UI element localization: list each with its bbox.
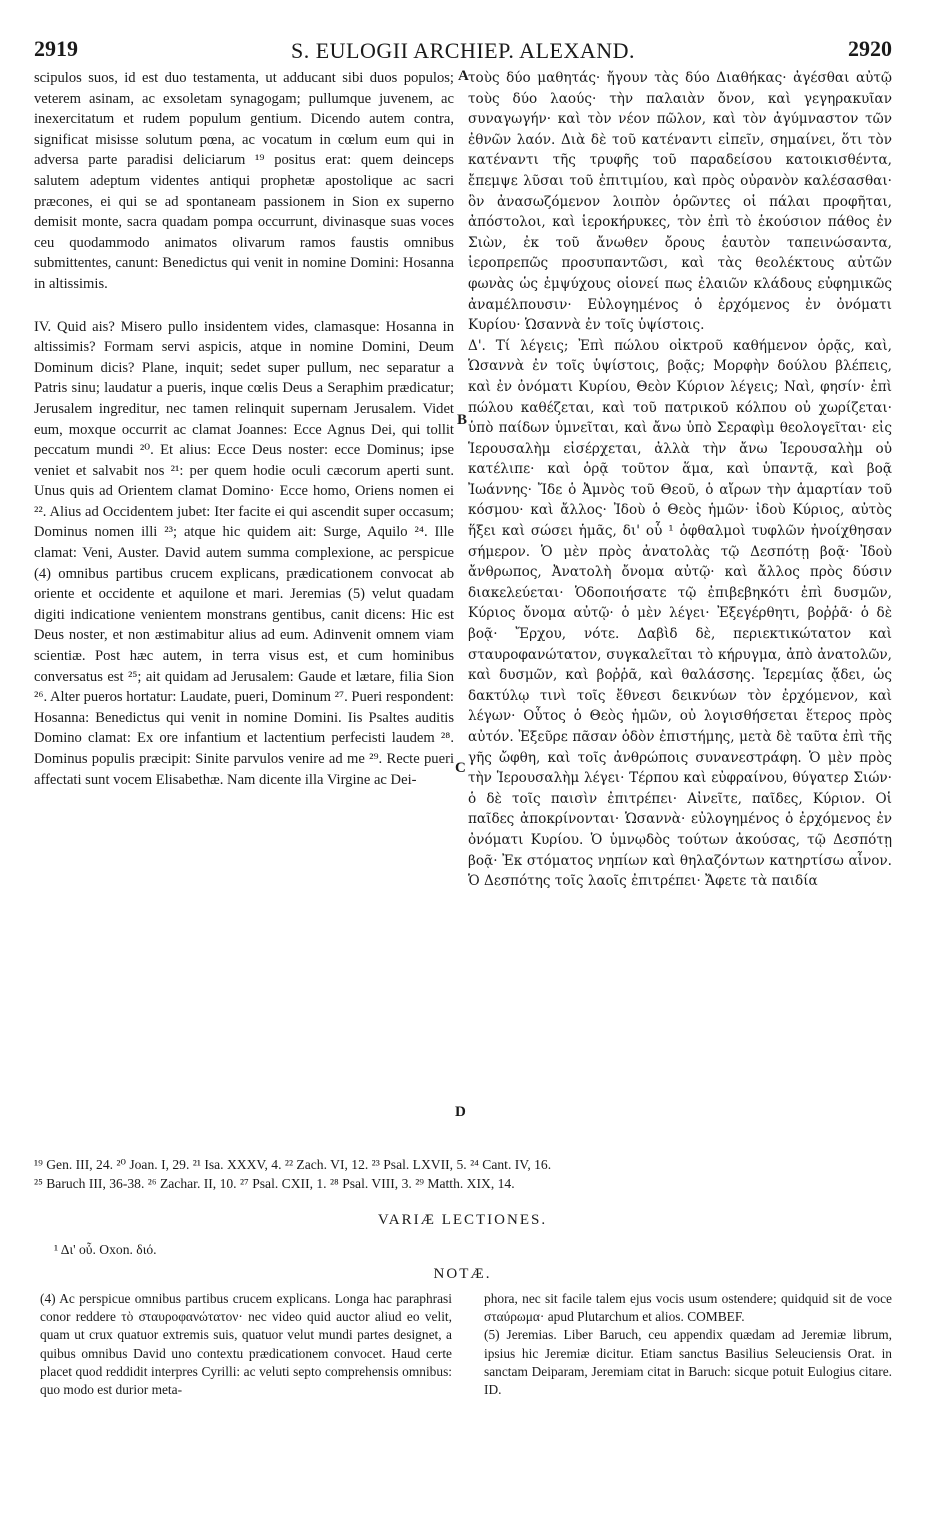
note-4: (4) Ac perspicue omnibus partibus crucem explicans. Longa hac paraphrasi conor reddere τὸ σταυροφανώτατον· nec video quid auctor aliud eo velit, quam ut crux quatuor extremis suis, quatuor velut mundi partes designet, a quibus omnibus David uno contextu prædicationem convocet. Haud certe placet quod reddidit interpres Cyrilli: ac veluti septo comprehensis omnibus: quo modo est durior meta- — [40, 1291, 452, 1398]
latin-column — [34, 68, 454, 790]
section-marker-a: A — [458, 68, 469, 84]
section-marker-d: D — [455, 1104, 466, 1120]
latin-paragraph-1: scipulos suos, id est duo testamenta, ut adducant sibi duos populos; veterem asinam, ac exsoletam synagogam; pullumque juvenem, ac inexercitatum et rudem populum gentium. Dicendo autem contra, significat misisse solutum pœna, ac vocatum in cœlum eum qui in adversa parte paradisi deliciarum ¹⁹ positus erat: quem deinceps salutem adeptum videntes antiqui prophetæ apostolique ac sacri præcones, ei qui se ad spontaneam passionem in Sion ex superno demisit monte, sacra quadam pompa occurrunt, divinasque suas voces ceu quodammodo animatos olivarum ramos faustis omnibus submittentes, canunt: Benedictus qui venit in nomine Domini: Hosanna in altissimis. — [34, 70, 454, 292]
variae-lectiones-heading: VARIÆ LECTIONES. — [377, 1212, 548, 1228]
note-4-continued: phora, nec sit facile talem ejus vocis usum ostendere; quidquid sit de voce σταύρωμα· apud Plutarchum et alios. COMBEF. — [484, 1291, 892, 1325]
section-marker-b: B — [457, 412, 468, 428]
references-line-2: ²⁵ Baruch III, 36-38. ²⁶ Zachar. II, 10. ²⁷ Psal. CXII, 1. ²⁸ Psal. VIII, 3. ²⁹ Matth. XIX, 14. — [34, 1176, 515, 1191]
greek-paragraph-1: τοὺς δύο μαθητάς· ἤγουν τὰς δύο Διαθήκας· ἀγέσθαι αὐτῷ τοὺς δύο λαούς· τὴν παλαιὰν ὄνον, καὶ γεγηρακυῖαν συναγωγήν· καὶ τὸν νέον πῶλον, καὶ τὸν ἀγύμναστον τῶν ἐθνῶν λαόν. Διὰ δὲ τοῦ κατέναντι εἰπεῖν, σημαίνει, ὅτι τὸν κατέναντι τῆς τρυφῆς τοῦ παραδείσου κατοικισθέντα, ἔπεμψε λῦσαι τοῦ ἐπιτιμίου, καὶ πρὸς οὐρανὸν καλέσασθαι· ὃν ἀνασωζόμενον λοιπὸν ὁρῶντες οἱ πάλαι προφῆται, ἀπόστολοι, καὶ ἱεροκήρυκες, τὸν ἐπὶ τὸ ἑκούσιον πάθος ἐν Σιὼν, ἐκ τοῦ ἄνωθεν ὄρους ἑαυτὸν ταπεινώσαντα, ἱεροπρεπῶς προσυπαντῶσι, καὶ τὰς θεολέκτους αὐτῶν φωνὰς ὡς ἐμψύχους οἱονεί πως ἐλαιῶν κλάδους εὐφημικῶς ἀναμέλπουσιν· Εὐλογημένος ὁ ἐρχόμενος ἐν ὀνόματι Κυρίου· Ὡσαννὰ ἐν τοῖς ὑψίστοις. — [468, 70, 892, 334]
greek-paragraph-2: Δ'. Τί λέγεις; Ἐπὶ πώλου οἰκτροῦ καθήμενον ὁρᾷς, καὶ, Ὡσαννὰ ἐν τοῖς ὑψίστοις, βοᾷς; Μορφὴν δούλου βλέπεις, καὶ ἐν ὀνόματι Κυρίου, Θεὸν Κύριον λέγεις; Ναὶ, φησίν· ἐπὶ πώλου καθέζεται, καὶ τοῦ πατρικοῦ κόλπου οὐ χωρίζεται· ὑπὸ παίδων ὑμνεῖται, καὶ ἄνω ὑπὸ Σεραφὶμ θεολογεῖται· εἰς Ἱερουσαλὴμ εἰσέρχεται, ἀλλὰ τὴν ἄνω Ἱερουσαλὴμ οὐ κατέλιπε· καὶ ὁρᾷ τοῦτον ἅμα, καὶ ὑπαντᾷ, καὶ βοᾷ Ἰωάννης· Ἴδε ὁ Ἀμνὸς τοῦ Θεοῦ, ὁ αἴρων τὴν ἁμαρτίαν τοῦ κόσμου· καὶ ἄλλος· Ἰδοὺ ὁ Θεὸς ἡμῶν· ἰδοὺ Κύριος, αὐτὸς ἥξει καὶ σώσει ἡμᾶς, δι' οὗ ¹ ὀφθαλμοὶ τυφλῶν ἠνοίχθησαν σήμερον. Ὁ μὲν πρὸς ἀνατολὰς τῷ Δεσπότῃ βοᾷ· Ἰδοὺ ἄνθρωπος, Ἀνατολὴ ὄνομα αὐτῷ· καὶ ἄλλος πρὸς δύσιν διακελεύεται· Ὁδοποιήσατε τῷ ἐπιβεβηκότι ἐπὶ δυσμῶν, Κύριος ὄνομα αὐτῷ· ὁ μὲν λέγει· Ἐξεγέρθητι, βοῤῥᾶ· ὁ δὲ βοᾷ· Ἔρχου, νότε. Δαβὶδ δὲ, περιεκτικώτατον καὶ σταυροφανώτατον, συγκαλεῖται τὸ κήρυγμα, ἀπὸ ἀνατολῶν, καὶ δυσμῶν, καὶ βοῤῥᾶ, καὶ θαλάσσης. Ἱερεμίας ᾄδει, ὡς δακτύλῳ τινὶ τοῖς ἔθνεσι δεικνύων τὸν ἐρχόμενον, καὶ λέγων· Οὗτος ὁ Θεὸς ἡμῶν, οὐ λογισθήσεται ἕτερος πρὸς αὐτόν. Ἐξεῦρε πᾶσαν ὁδὸν ἐπιστήμης, μετὰ δὲ ταῦτα ἐπὶ τῆς γῆς ὤφθη, καὶ τοῖς ἀνθρώποις συνανεστράφη. Ὁ μὲν πρὸς τὴν Ἱερουσαλὴμ λέγει· Τέρπου καὶ εὐφραίνου, θύγατερ Σιών· ὁ δὲ τοῖς παισὶν ἐπιτρέπει· Αἰνεῖτε, παῖδες, Κύριον. Οἱ παῖδες ἀποκρίνονται· Ὡσαννὰ· εὐλογημένος ὁ ἐρχόμενος ἐν ὀνόματι Κυρίου. Ὁ ὑμνῳδὸς τούτων ἀκούσας, τῷ Δεσπότῃ βοᾷ· Ἐκ στόματος νηπίων καὶ θηλαζόντων κατηρτίσω αἶνον. Ὁ Δεσπότης τοῖς λαοῖς ἐπιτρέπει· Ἄφετε τὰ παιδία — [468, 337, 892, 890]
section-marker-c: C — [455, 760, 466, 776]
page-header — [34, 36, 892, 66]
running-title: S. EULOGII ARCHIEP. ALEXAND. — [291, 38, 635, 63]
column-number-right: 2920 — [848, 36, 892, 61]
notes-left-column — [40, 1290, 452, 1399]
column-number-left: 2919 — [34, 36, 78, 61]
greek-column — [468, 68, 892, 892]
latin-paragraph-2: IV. Quid ais? Misero pullo insidentem vides, clamasque: Hosanna in altissimis? Formam servi aspicis, atque in nomine Domini, Deum Dominum dicis? Plane, inquit; sedet super pullum, nec separatur a Patris sinu; laudatur a pueris, inque cœlis Deus a Seraphim prædicatur; Jerusalem ingreditur, nec tamen relinquit supernam Jerusalem. Videt eum, moxque occurrit ac clamat Joannes: Ecce Agnus Dei, qui tollit peccatum mundi ²⁰. Et alius: Ecce Deus noster: ecce Dominus; ipse veniet et salvabit nos ²¹: per quem hodie oculi cæcorum aperti sunt. Unus quis ad Orientem clamat Domino· Ecce homo, Oriens nomen ei ²². Alius ad Occidentem jubet: Iter facite ei qui ascendit super occasum; Dominus nomen illi ²³; atque hic quidem ait: Surge, Aquilo ²⁴. Ille clamat: Veni, Auster. David autem summa complexione, ac perspicue (4) omnibus partibus crucem explicans, prædicationem convocat ab oriente et occidente et aquilone et mari. Jeremias (5) velut quadam digiti indicatione venientem monstrans gentibus, canit dicens: Hic est Deus noster, et non æstimabitur alius ad eum. Adinvenit omnem viam scientiæ. Post hæc autem, in terra visus est, et cum hominibus conversatus est ²⁵; ait quidam ad Jerusalem: Gaude et lætare, filia Sion ²⁶. Alter pueros hortatur: Laudate, pueri, Dominum ²⁷. Pueri respondent: Hosanna: Benedictus qui venit in nomine Domini. Iis Psaltes auditis Domino clamat: Ex ore infantium et lactentium perfecisti laudem ²⁸. Dominus populis præcipit: Sinite parvulos venire ad me ²⁹. Recte pueri affectati sunt vocem Elisabethæ. Nam dicente illa Virgine ac Dei- — [34, 318, 454, 788]
notae-heading: NOTÆ. — [433, 1266, 492, 1282]
references-line-1: ¹⁹ Gen. III, 24. ²⁰ Joan. I, 29. ²¹ Isa. XXXV, 4. ²² Zach. VI, 12. ²³ Psal. LXVII, 5. ²⁴ Cant. IV, 16. — [34, 1157, 552, 1172]
notes-right-column — [484, 1290, 892, 1399]
variant-reading: ¹ Δι' οὗ. Oxon. διό. — [54, 1242, 157, 1257]
note-5: (5) Jeremias. Liber Baruch, ceu appendix quædam ad Jeremiæ librum, ipsius hic Jeremiæ dicitur. Etiam sanctus Basilius Seleuciensis Orat. in sanctam Deiparam, Jeremiam citat in Baruch: sicque potuit Eulogius citare. ID. — [484, 1327, 892, 1398]
scripture-references — [34, 1155, 892, 1193]
